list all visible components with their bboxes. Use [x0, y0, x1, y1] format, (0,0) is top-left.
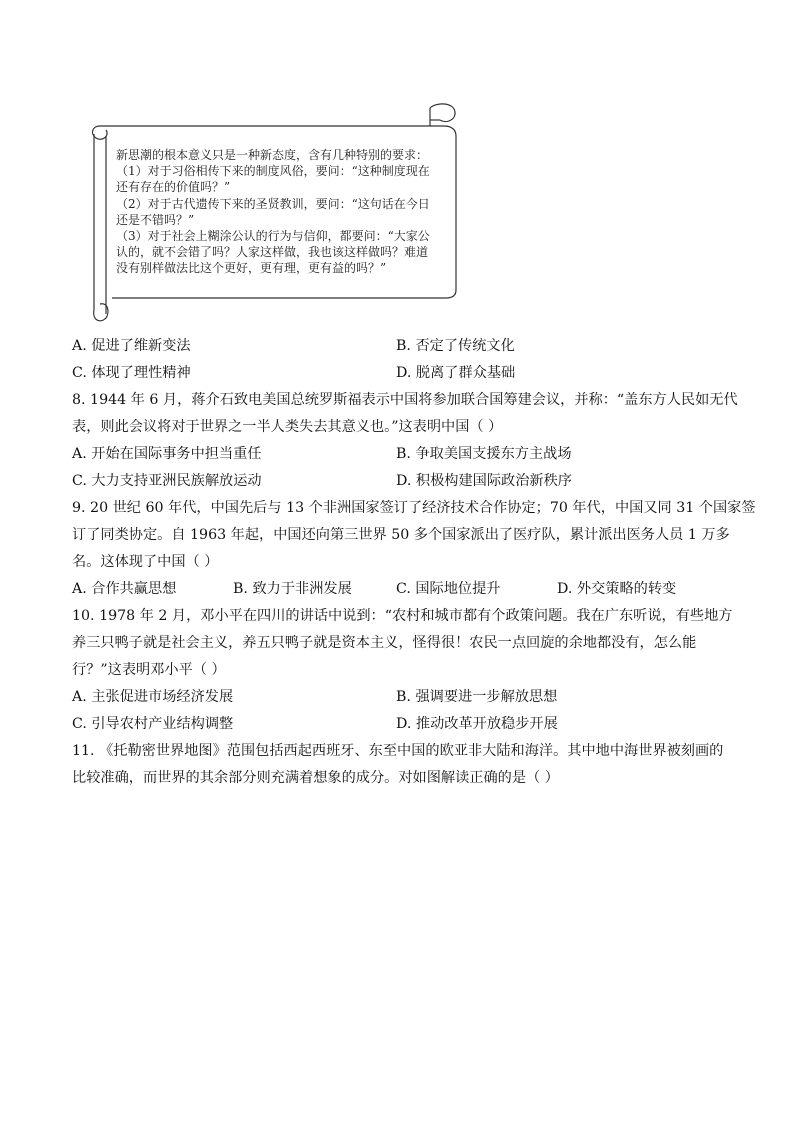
q8-option-d[interactable]: D. 积极构建国际政治新秩序	[396, 473, 572, 489]
q10-option-d[interactable]: D. 推动改革开放稳步开展	[396, 716, 558, 732]
scroll-line: 还有存在的价值吗？”	[116, 180, 231, 195]
q10-option-b[interactable]: B. 强调要进一步解放思想	[396, 689, 558, 705]
q7-option-c[interactable]: C. 体现了理性精神	[72, 365, 191, 381]
q9-option-a[interactable]: A. 合作共赢思想	[72, 581, 177, 597]
q8-option-a[interactable]: A. 开始在国际事务中担当重任	[72, 446, 262, 462]
q10-option-a[interactable]: A. 主张促进市场经济发展	[72, 689, 234, 705]
scroll-line: （3）对于社会上糊涂公认的行为与信仰，都要问：“大家公	[116, 229, 430, 244]
q9-stem-line: 9. 20 世纪 60 年代，中国先后与 13 个非洲国家签订了经济技术合作协定；70 年代，中国又同 31 个国家签	[72, 500, 756, 516]
scroll-line: （2）对于古代遗传下来的圣贤教训，要问：“这句话在今日	[116, 196, 430, 211]
q9-option-b[interactable]: B. 致力于非洲发展	[233, 581, 352, 597]
q9-option-c[interactable]: C. 国际地位提升	[396, 581, 501, 597]
scroll-line: 认的，就不会错了吗？人家这样做，我也该这样做吗？难道	[116, 245, 429, 260]
q10-stem-line: 养三只鸭子就是社会主义，养五只鸭子就是资本主义，怪得很！农民一点回旋的余地都没有，怎么能	[72, 635, 697, 651]
q9-option-d[interactable]: D. 外交策略的转变	[557, 581, 677, 597]
q8-option-c[interactable]: C. 大力支持亚洲民族解放运动	[72, 473, 262, 489]
q11-stem-line: 11. 《托勒密世界地图》范围包括西起西班牙、东至中国的欧亚非大陆和海洋。其中地中海世界被刻画的	[72, 743, 724, 759]
q10-option-c[interactable]: C. 引导农村产业结构调整	[72, 716, 234, 732]
scroll-line: 没有别样做法比这个更好，更有理，更有益的吗？”	[116, 261, 387, 276]
q9-stem-line: 名。这体现了中国（ ）	[72, 554, 219, 570]
q8-option-b[interactable]: B. 争取美国支援东方主战场	[396, 446, 572, 462]
q8-stem-line: 表，则此会议将对于世界之一半人类失去其意义也。”这表明中国（ ）	[72, 419, 503, 435]
scroll-quote	[116, 147, 446, 277]
q8-stem-line: 8. 1944 年 6 月，蒋介石致电美国总统罗斯福表示中国将参加联合国筹建会议，并称：“盖东方人民如无代	[72, 392, 738, 408]
scroll-line: 新思潮的根本意义只是一种新态度，含有几种特别的要求：	[116, 148, 429, 162]
q7-option-b[interactable]: B. 否定了传统文化	[396, 338, 515, 354]
q10-stem-line: 10. 1978 年 2 月，邓小平在四川的讲话中说到：“农村和城市都有个政策问题。我在广东听说，有些地方	[72, 608, 733, 624]
q11-stem-line: 比较准确，而世界的其余部分则充满着想象的成分。对如图解读正确的是（ ）	[72, 770, 559, 786]
scroll-line: 还是不错吗？”	[116, 212, 195, 227]
scroll-line: （1）对于习俗相传下来的制度风俗，要问：“这种制度现在	[116, 164, 430, 179]
q7-option-d[interactable]: D. 脱离了群众基础	[396, 365, 516, 381]
q10-stem-line: 行？”这表明邓小平（ ）	[72, 662, 226, 678]
q7-option-a[interactable]: A. 促进了维新变法	[72, 338, 191, 354]
q9-stem-line: 订了同类协定。自 1963 年起，中国还向第三世界 50 多个国家派出了医疗队，累计派出医务人员 1 万多	[72, 527, 730, 543]
